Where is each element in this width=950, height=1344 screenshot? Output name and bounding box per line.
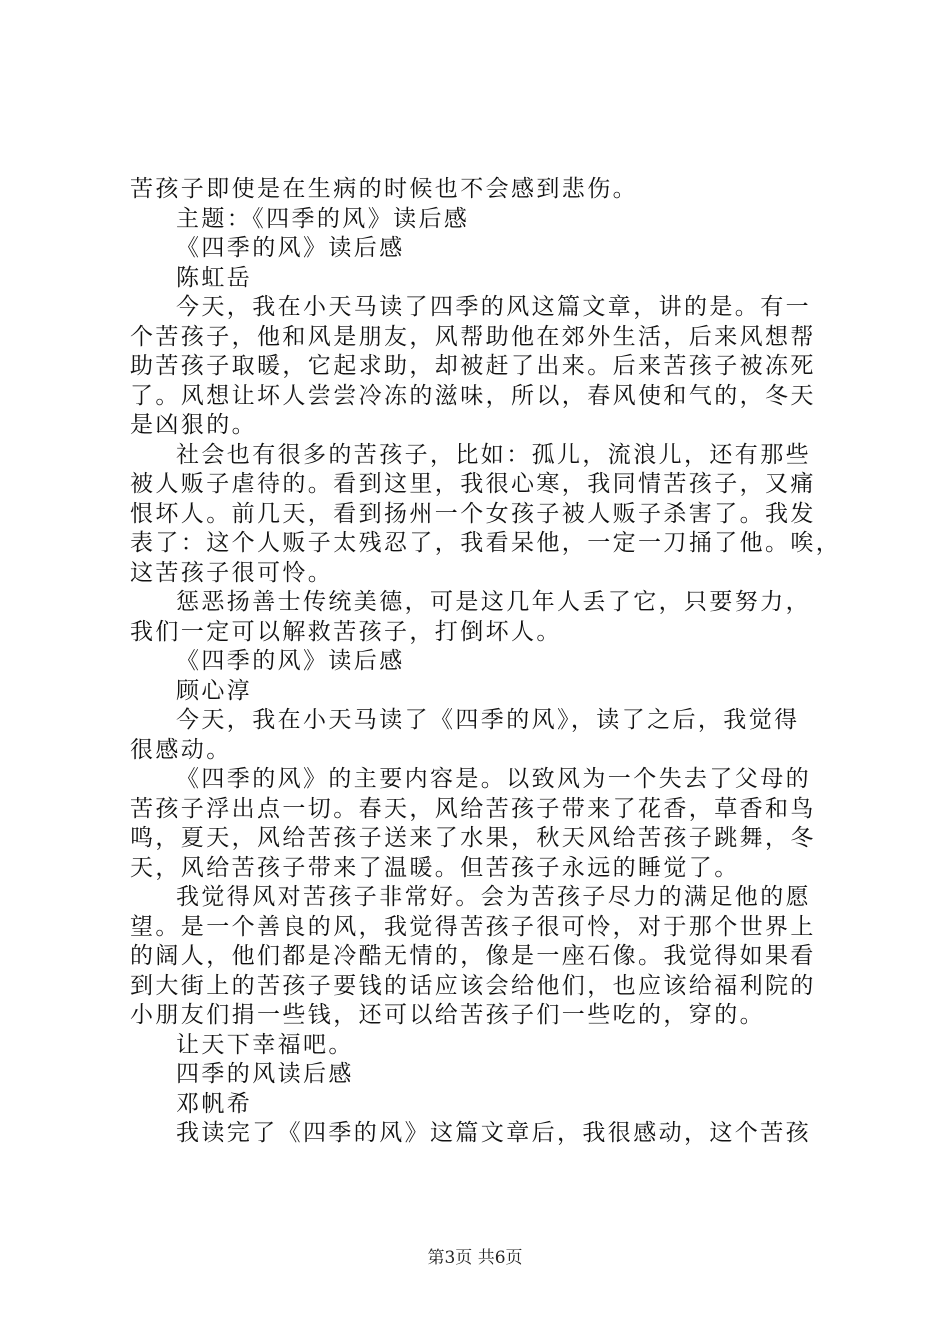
text-line: 鸣，夏天，风给苦孩子送来了水果，秋天风给苦孩子跳舞，冬 [130, 825, 816, 851]
text-line: 了。风想让坏人尝尝冷冻的滋味，所以，春风使和气的，冬天 [130, 382, 816, 409]
text-line: 苦孩子浮出点一切。春天，风给苦孩子带来了花香，草香和鸟 [130, 795, 816, 822]
text-line: 是凶狠的。 [130, 412, 257, 438]
text-line: 助苦孩子取暖，它起求助，却被赶了出来。后来苦孩子被冻死 [130, 353, 816, 379]
text-line: 小朋友们捐一些钱，还可以给苦孩子们一些吃的，穿的。 [130, 1002, 765, 1028]
text-line: 被人贩子虐待的。看到这里，我很心寒，我同情苦孩子，又痛 [130, 471, 816, 497]
text-line: 恨坏人。前几天，看到扬州一个女孩子被人贩子杀害了。我发 [130, 500, 816, 527]
text-line: 天，风给苦孩子带来了温暖。但苦孩子永远的睡觉了。 [130, 854, 740, 881]
text-line: 《四季的风》读后感 [176, 235, 405, 261]
text-line: 到大街上的苦孩子要钱的话应该会给他们，也应该给福利院的 [130, 972, 816, 999]
text-line: 这苦孩子很可怜。 [130, 559, 334, 586]
text-line: 的阔人，他们都是冷酷无情的，像是一座石像。我觉得如果看 [130, 943, 816, 969]
text-line: 望。是一个善良的风，我觉得苦孩子很可怜，对于那个世界上 [130, 913, 816, 940]
text-line: 《四季的风》读后感 [176, 648, 405, 674]
text-line: 个苦孩子，他和风是朋友，风帮助他在郊外生活，后来风想帮 [130, 323, 816, 350]
text-line: 我觉得风对苦孩子非常好。会为苦孩子尽力的满足他的愿 [176, 884, 811, 910]
document-body [130, 175, 842, 1149]
text-line: 苦孩子即使是在生病的时候也不会感到悲伤。 [130, 176, 638, 202]
text-line: 今天，我在小天马读了四季的风这篇文章，讲的是。有一 [176, 294, 811, 320]
text-line: 我们一定可以解救苦孩子，打倒坏人。 [130, 618, 562, 645]
text-line: 顾心淳 [176, 677, 253, 704]
page-footer: 第3页 共6页 [427, 1248, 523, 1268]
text-line: 《四季的风》的主要内容是。以致风为一个失去了父母的 [176, 766, 811, 792]
text-line: 主题：《四季的风》读后感 [176, 205, 470, 232]
text-line: 让天下幸福吧。 [176, 1031, 354, 1058]
text-line: 四季的风读后感 [176, 1061, 354, 1087]
text-line: 社会也有很多的苦孩子，比如：孤儿，流浪儿，还有那些 [176, 441, 811, 468]
text-line: 我读完了《四季的风》这篇文章后，我很感动，这个苦孩 [176, 1120, 811, 1146]
text-line: 很感动。 [130, 736, 232, 763]
text-line: 表了：这个人贩子太残忍了，我看呆他，一定一刀捅了他。唉， [130, 530, 842, 556]
text-line: 今天，我在小天马读了《四季的风》，读了之后，我觉得 [176, 707, 800, 733]
text-line: 惩恶扬善士传统美德，可是这几年人丢了它，只要努力， [176, 589, 811, 615]
text-line: 陈虹岳 [176, 264, 253, 291]
text-line: 邓帆希 [176, 1090, 253, 1117]
